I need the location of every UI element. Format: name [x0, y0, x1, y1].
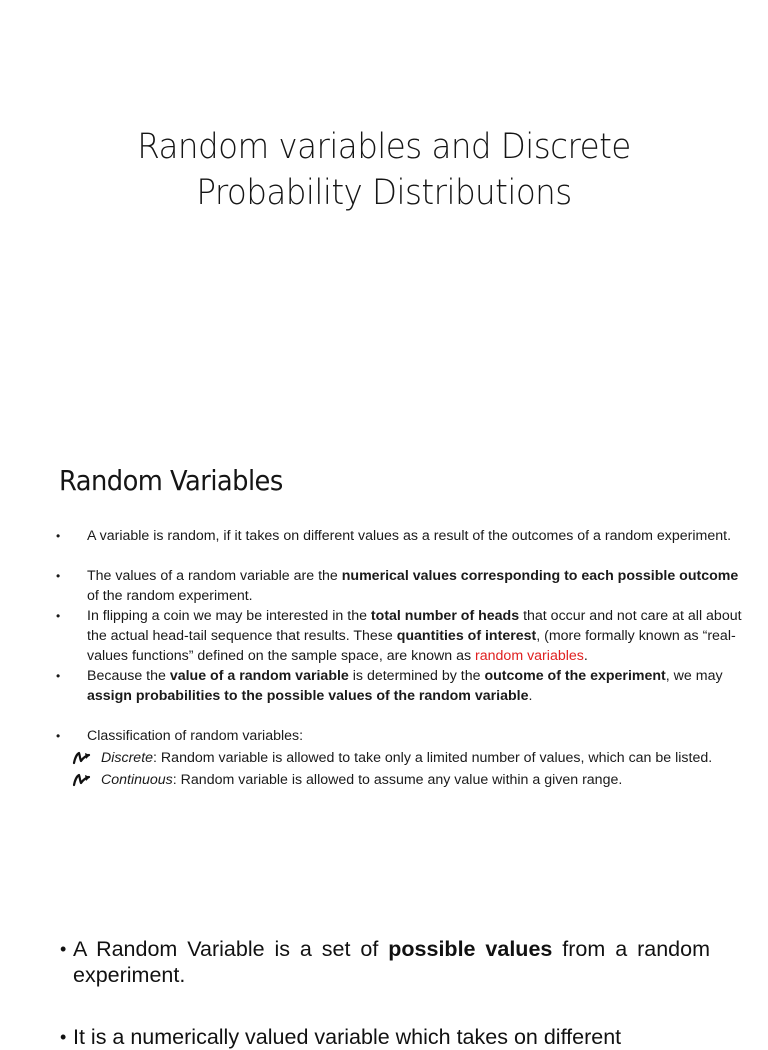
bullet-bold-text: possible values [388, 937, 553, 961]
bullet-text: , (more formally known as “real-values functions” defined on the sample space, are known as [87, 628, 736, 664]
bullet-text: The values of a random variable are the [87, 568, 342, 584]
bullet-text: is determined by the [348, 668, 485, 684]
bullet-item [60, 1024, 710, 1050]
sub-bullet-item [56, 748, 746, 768]
bullet-text: It is a numerically valued variable which takes on different [73, 1025, 622, 1049]
highlight-red-text: random variables [475, 648, 584, 664]
bullet-item [56, 606, 746, 666]
bullet-dot-icon: • [56, 609, 61, 623]
bullet-dot-icon: • [60, 1027, 67, 1047]
curved-arrow-bullet-icon [72, 751, 92, 765]
title-slide [0, 0, 768, 430]
bullet-dot-icon: • [60, 939, 67, 959]
title-line-2: Probability Distributions [196, 173, 572, 213]
bullet-bold-text: numerical values corresponding to each possible outcome [341, 568, 739, 584]
bullet-item [56, 666, 746, 706]
bullet-bold-text: quantities of interest [396, 628, 537, 644]
bullet-list [60, 936, 710, 1050]
bullet-dot-icon: • [56, 529, 61, 543]
bullet-text: that occur and not care at all about the actual head-tail sequence that results. These [87, 608, 742, 644]
curved-arrow-bullet-icon [72, 773, 92, 787]
bullet-list [56, 526, 746, 790]
bullet-text: Because the [87, 668, 170, 684]
bullet-dot-icon: • [56, 669, 61, 683]
slide-title [27, 124, 741, 216]
bullet-text: A variable is random, if it takes on different values as a result of the outcomes of a random experiment. [87, 528, 732, 544]
bullet-text: Classification of random variables: [87, 728, 304, 744]
sub-bullet-item [56, 770, 746, 790]
bullet-bold-text: total number of heads [370, 608, 520, 624]
bullet-bold-text: outcome of the experiment [484, 668, 666, 684]
bullet-item [56, 526, 746, 546]
sub-bullet-term: Continuous [101, 772, 173, 788]
bullet-dot-icon: • [56, 569, 61, 583]
bullet-dot-icon: • [56, 729, 61, 743]
bullet-text: A Random Variable is a set of [73, 937, 389, 961]
sub-bullet-text: : Random variable is allowed to assume any value within a given range. [172, 772, 623, 788]
bullet-text: , we may [665, 668, 723, 684]
bullet-item [60, 936, 710, 988]
bullet-text: of the random experiment. [87, 588, 253, 604]
bullet-text: from a random experiment. [73, 937, 710, 987]
bullet-bold-text: value of a random variable [169, 668, 349, 684]
sub-bullet-term: Discrete [101, 750, 154, 766]
bullet-item [56, 726, 746, 746]
definition-slide [0, 900, 768, 1049]
sub-bullet-text: : Random variable is allowed to take only a limited number of values, which can be listed. [153, 750, 713, 766]
bullet-text: In flipping a coin we may be interested in the [87, 608, 371, 624]
bullet-text: . [528, 688, 533, 704]
bullet-bold-text: assign probabilities to the possible values of the random variable [87, 688, 529, 704]
bullet-text: . [583, 648, 588, 664]
title-line-1: Random variables and Discrete [137, 127, 631, 167]
slide-heading: Random Variables [59, 464, 283, 497]
random-variables-slide [0, 430, 768, 900]
bullet-item [56, 566, 746, 606]
